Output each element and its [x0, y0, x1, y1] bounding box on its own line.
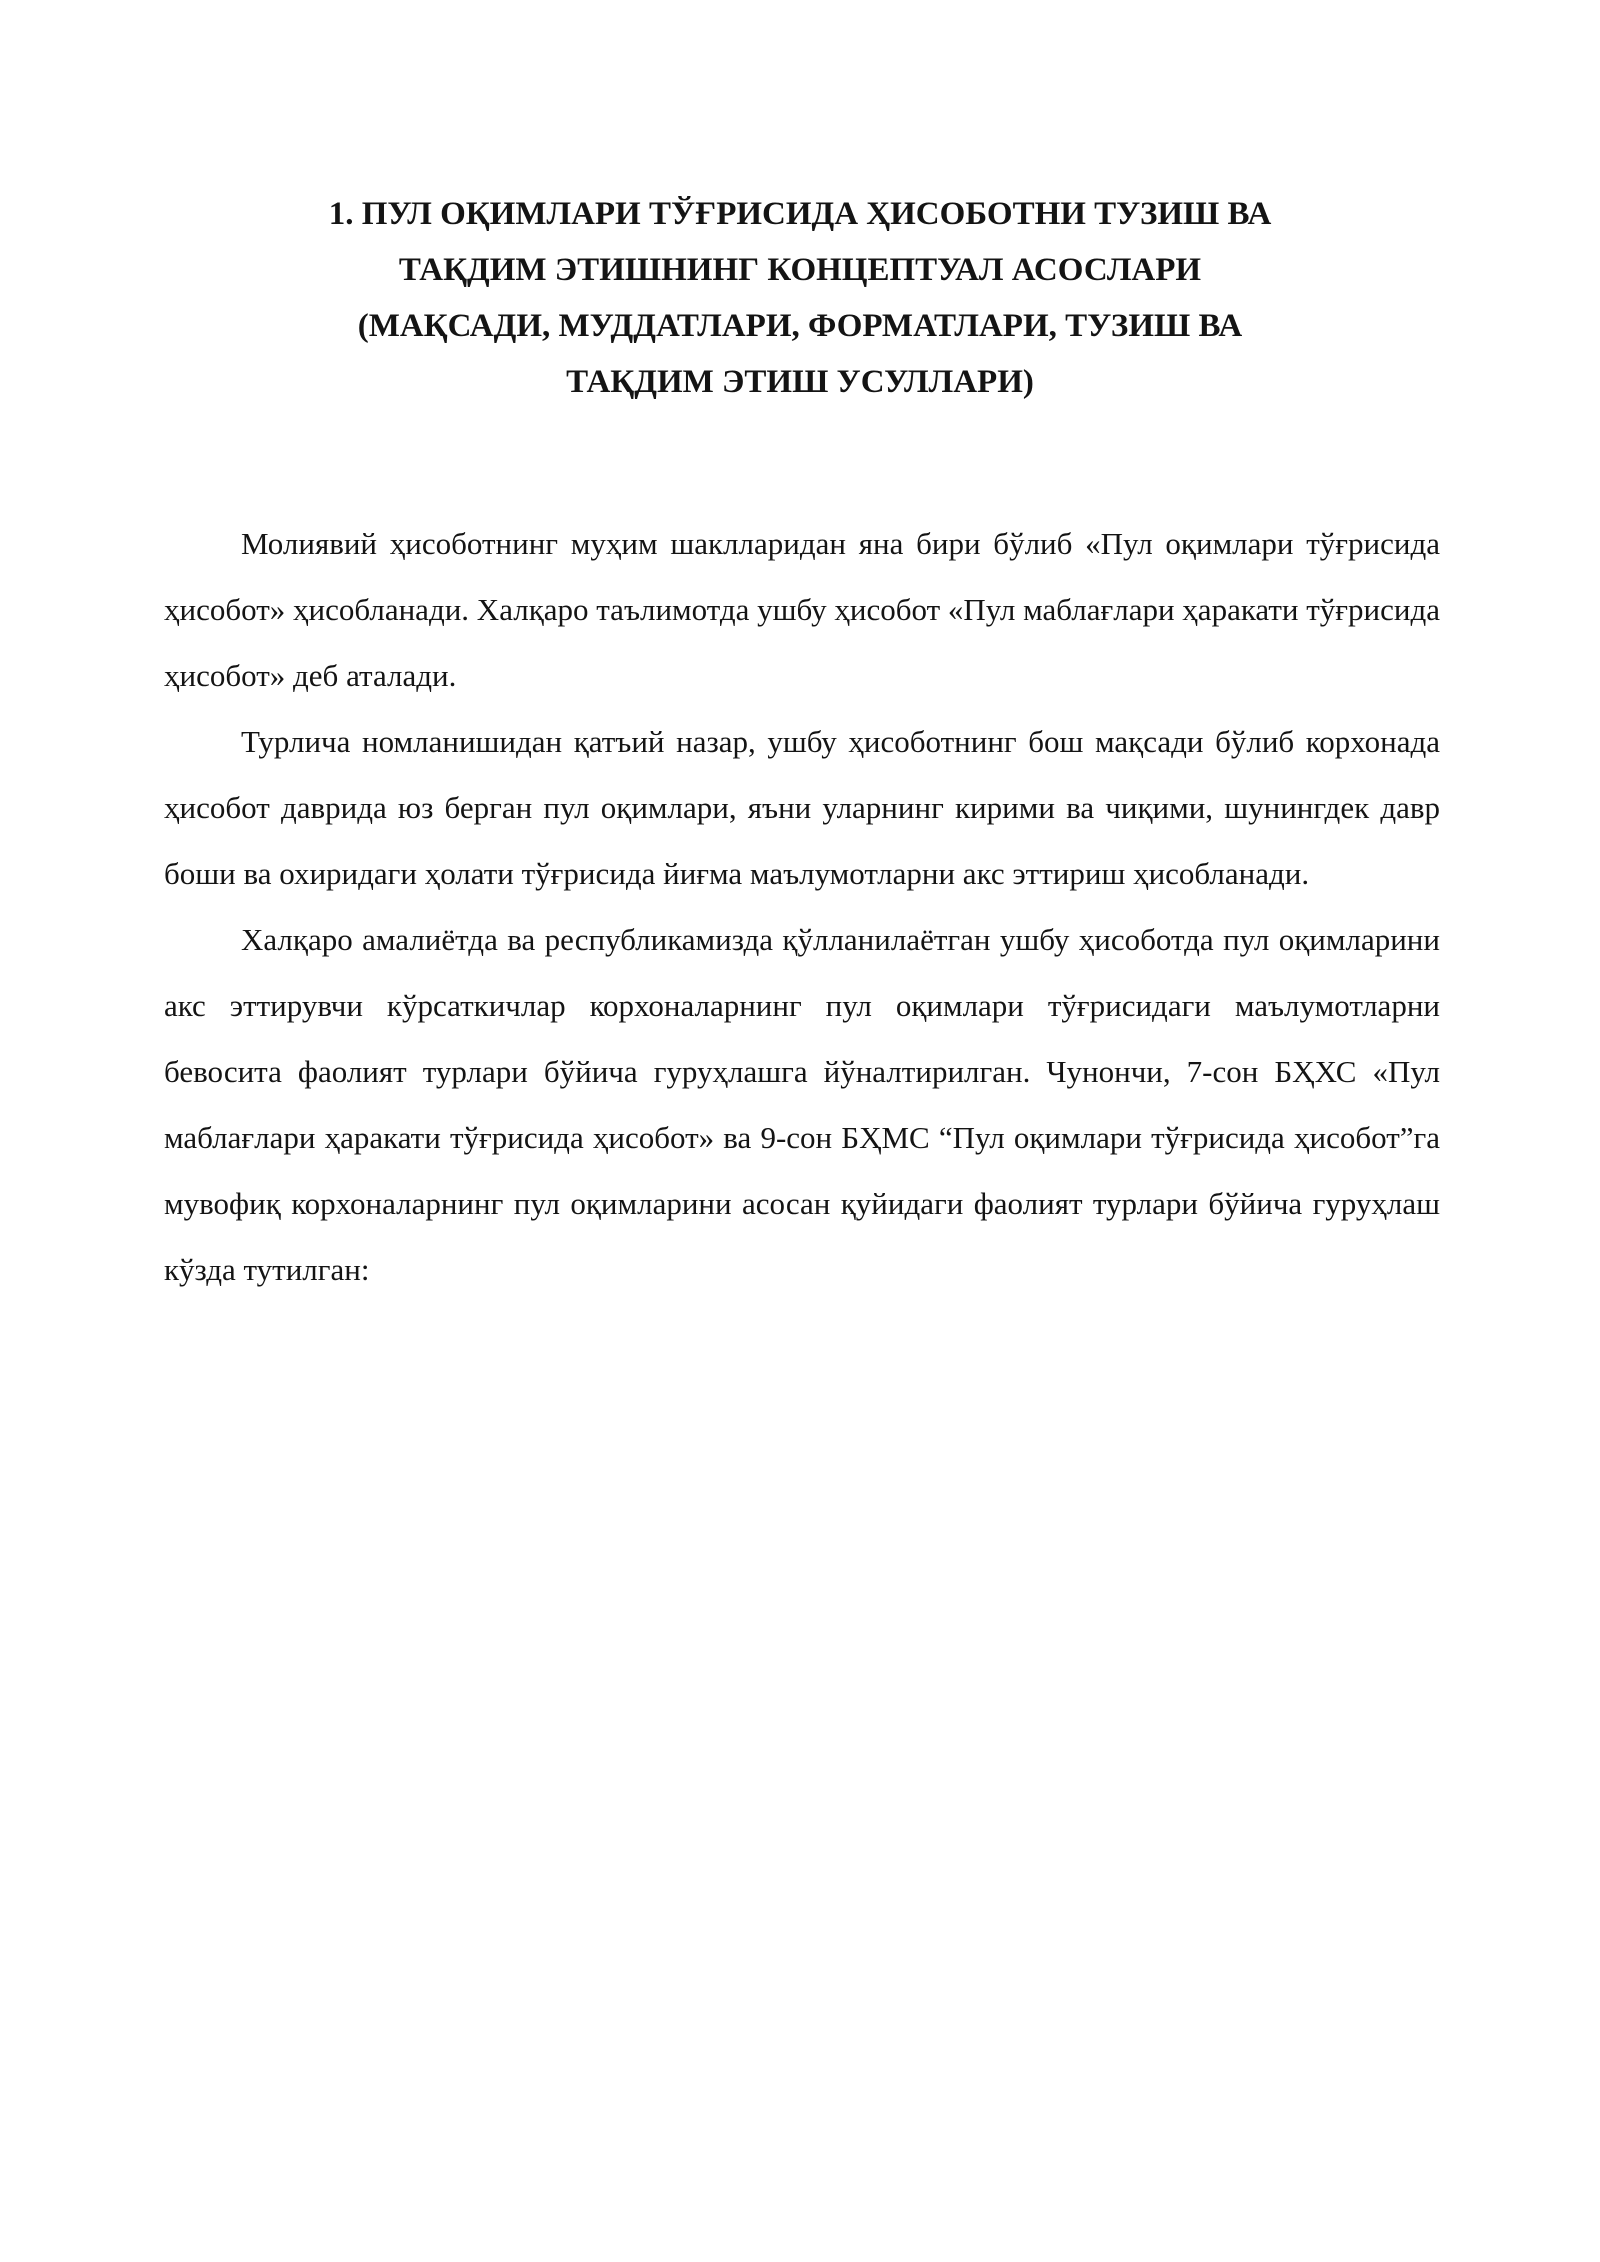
heading-line-2: ТАҚДИМ ЭТИШНИНГ КОНЦЕПТУАЛ АСОСЛАРИ [398, 252, 1202, 288]
paragraph-1: Молиявий ҳисоботнинг муҳим шаклларидан яна бири бўлиб «Пул оқимлари тўғрисида ҳисобот» ҳисобланади. Халқаро таълимотда ушбу ҳисобот «Пул маблағлари ҳаракати тўғрисида ҳисобот» деб аталади. [164, 526, 1440, 693]
heading-line-3: (МАҚСАДИ, МУДДАТЛАРИ, ФОРМАТЛАРИ, ТУЗИШ ВА [357, 308, 1243, 344]
heading-line-4: ТАҚДИМ ЭТИШ УСУЛЛАРИ) [566, 364, 1034, 400]
heading-line-1: 1. ПУЛ ОҚИМЛАРИ ТЎҒРИСИДА ҲИСОБОТНИ ТУЗИШ ВА [328, 196, 1272, 232]
section-heading [160, 186, 1440, 410]
paragraph-2: Турлича номланишидан қатъий назар, ушбу ҳисоботнинг бош мақсади бўлиб корхонада ҳисобот даврида юз берган пул оқимлари, яъни уларнинг кирими ва чиқими, шунингдек давр боши ва охиридаги ҳолати тўғрисида йиғма маълумотларни акс эттириш ҳисобланади. [164, 724, 1440, 891]
paragraph-3: Халқаро амалиётда ва республикамизда қўлланилаётган ушбу ҳисоботда пул оқимларини акс эттирувчи кўрсаткичлар корхоналарнинг пул оқимлари тўғрисидаги маълумотларни бевосита фаолият турлари бўйича гуруҳлашга йўналтирилган. Чунончи, 7-сон БҲХС «Пул маблағлари ҳаракати тўғрисида ҳисобот» ва 9-сон БҲМС “Пул оқимлари тўғрисида ҳисобот”га мувофиқ корхоналарнинг пул оқимларини асосан қуйидаги фаолият турлари бўйича гуруҳлаш кўзда тутилган: [164, 922, 1440, 1287]
body-text [164, 511, 1440, 1303]
